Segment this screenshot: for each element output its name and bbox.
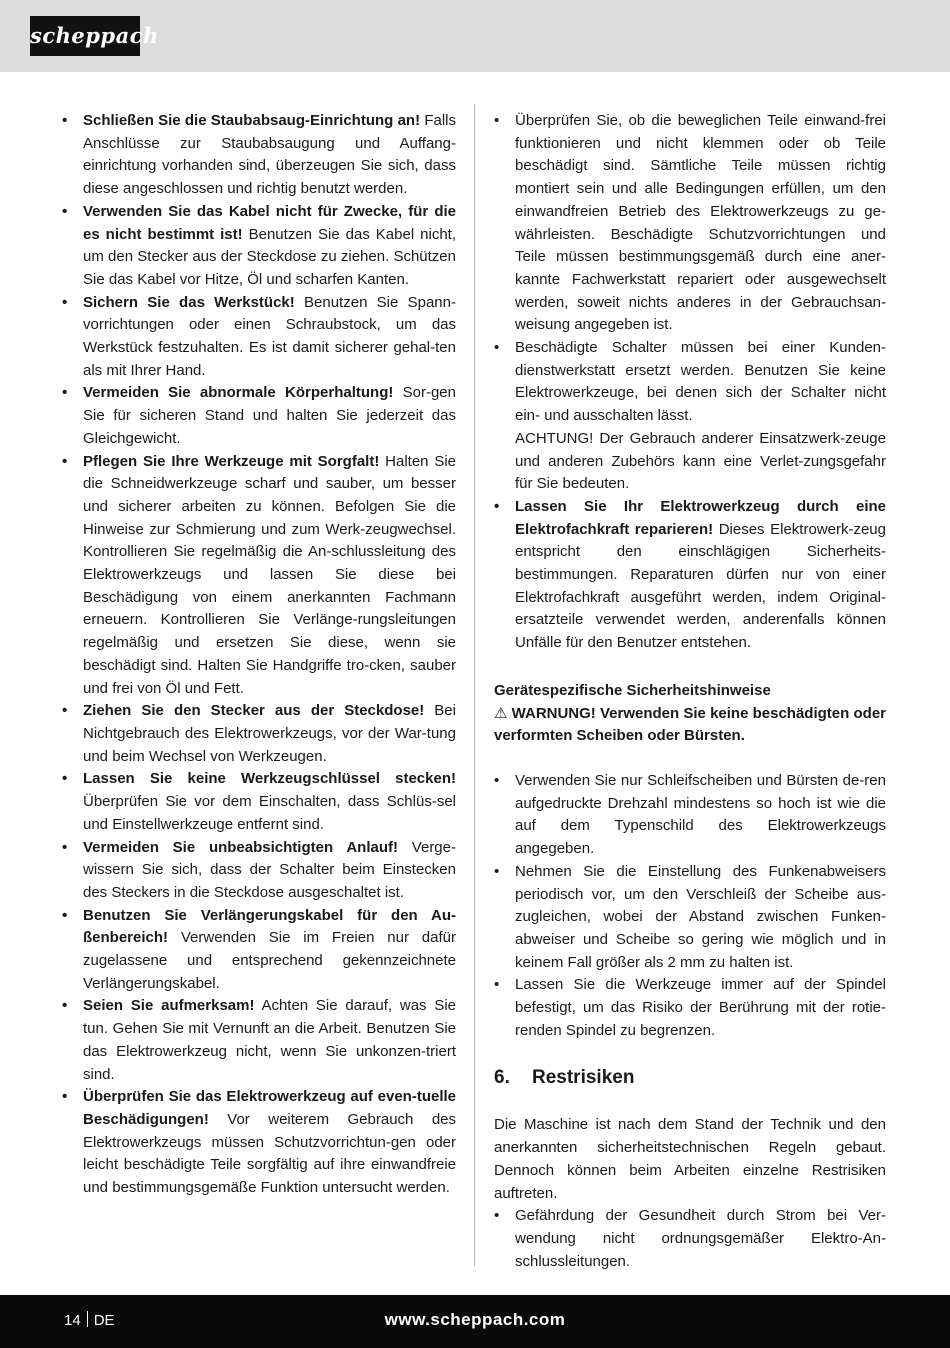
- list-item: [62, 837, 456, 905]
- item-text: Falls Anschlüsse zur Staubabsaugung und Auffang-einrichtung vorhanden sind, überzeugen Sie sich, dass diese angeschlossen und richtig benutzt werden.: [83, 112, 457, 198]
- bullet-icon: •: [62, 384, 68, 402]
- list-item: [494, 1205, 886, 1273]
- list-item: [62, 905, 456, 996]
- item-text: Überprüfen Sie vor dem Einschalten, dass Schlüs-sel und Einstellwerkzeuge entfernt sind.: [83, 793, 456, 833]
- website-link[interactable]: www.scheppach.com: [384, 1310, 566, 1329]
- left-column: [62, 110, 456, 1200]
- risk-list: [494, 1205, 886, 1273]
- language-code: DE: [93, 1312, 115, 1329]
- list-item: [62, 451, 456, 701]
- list-item: [62, 292, 456, 383]
- list-item: [62, 201, 456, 292]
- item-heading: Schließen Sie die Staubabsaug-Einrichtung an!: [83, 112, 421, 129]
- item-text: Überprüfen Sie, ob die beweglichen Teile einwand-frei funktionieren und nicht klemmen oder ob Teile beschädigt sind. Sämtliche Teile müssen richtig montiert sein und alle Bedingungen erfüllen, um den einwandfreien Betrieb des Elektrowerkzeugs zu ge-währleisten. Beschädigte Schutzvorrichtungen und Teile müssen bestimmungsgemäß durch eine aner-kannte Fachwerkstatt repariert oder ausgewechselt werden, soweit nichts anderes in der Gebrauchsan-weisung angegeben ist.: [515, 112, 886, 334]
- item-text: Bei Nichtgebrauch des Elektrowerkzeugs, vor der War-tung und beim Wechsel von Werkzeugen.: [83, 702, 456, 765]
- column-divider: [474, 104, 475, 1266]
- list-item: [62, 110, 456, 201]
- bullet-icon: •: [494, 771, 500, 789]
- right-column: [494, 110, 886, 1273]
- safety-list-right: [494, 110, 886, 655]
- chapter-number: 6.: [494, 1067, 510, 1089]
- intro-paragraph: Die Maschine ist nach dem Stand der Technik und den anerkannten sicherheitstechnischen Regeln gebaut. Dennoch können beim Arbeiten einzelne Restrisiken auftreten.: [494, 1116, 886, 1202]
- chapter-title: Restrisiken: [532, 1067, 635, 1089]
- item-heading: Vermeiden Sie unbeabsichtigten Anlauf!: [83, 838, 399, 856]
- page-number: 14: [64, 1312, 81, 1329]
- list-item: [62, 700, 456, 768]
- item-text: Gefährdung der Gesundheit durch Strom bei Ver-wendung nicht ordnungsgemäßer Elektro-An-schlussleitungen.: [515, 1207, 886, 1270]
- bullet-icon: •: [62, 1088, 68, 1106]
- list-item: [62, 382, 456, 450]
- safety-list-left: [62, 110, 456, 1200]
- bullet-icon: •: [62, 112, 68, 129]
- warning-text: ⚠ WARNUNG! Verwenden Sie keine beschädigten oder verformten Scheiben oder Bürsten.: [494, 704, 886, 745]
- device-specific-list: [494, 770, 886, 1042]
- list-item: [62, 995, 456, 1086]
- bullet-icon: •: [62, 293, 68, 311]
- list-item: [494, 110, 886, 337]
- item-text: Verge-wissern Sie sich, dass der Schalter beim Einstecken des Steckers in die Steckdose ausgeschaltet ist.: [83, 838, 456, 901]
- list-item: [494, 337, 886, 496]
- bullet-icon: •: [494, 497, 500, 515]
- bullet-icon: •: [494, 976, 500, 994]
- list-item: [494, 861, 886, 975]
- section-title: Gerätespezifische Sicherheitshinweise: [494, 681, 771, 699]
- item-heading: Lassen Sie Ihr Elektrowerkzeug durch eine Elektrofachkraft reparieren!: [515, 497, 886, 538]
- item-text: Sor-gen Sie für sicheren Stand und halten Sie jederzeit das Gleichgewicht.: [83, 384, 456, 447]
- page-footer: [0, 1295, 950, 1348]
- item-text: Benutzen Sie Spann-vorrichtungen oder einen Schraubstock, um das Werkstück festzuhalten. Es ist damit sicherer gehal-ten als mit Ihrer Hand.: [83, 293, 456, 379]
- bullet-icon: •: [62, 202, 68, 220]
- bullet-icon: •: [494, 862, 500, 880]
- bullet-icon: •: [494, 339, 500, 357]
- bullet-icon: •: [494, 1207, 500, 1225]
- bullet-icon: •: [62, 838, 68, 856]
- bullet-icon: •: [62, 452, 68, 470]
- page-header: [0, 0, 950, 72]
- list-item: [494, 770, 886, 861]
- item-heading: Benutzen Sie Verlängerungskabel für den Au-ßenbereich!: [83, 906, 456, 947]
- list-item: [494, 974, 886, 1042]
- item-heading: Pflegen Sie Ihre Werkzeuge mit Sorgfalt!: [83, 452, 380, 470]
- item-text: Vor weiterem Gebrauch des Elektrowerkzeugs müssen Schutzvorrichtun-gen oder leicht beschädigte Teile sorgfältig auf ihre einwandfreie und bestimmungsgemäße Funktion untersucht werden.: [83, 1110, 456, 1197]
- item-text: Benutzen Sie das Kabel nicht, um den Stecker aus der Steckdose zu ziehen. Schützen Sie das Kabel vor Hitze, Öl und scharfen Kanten.: [83, 225, 456, 288]
- item-text: Verwenden Sie nur Schleifscheiben und Bürsten de-ren aufgedruckte Drehzahl mindestens so hoch ist wie die auf dem Typenschild des Elektrowerkzeugs angegeben.: [515, 771, 886, 858]
- bullet-icon: •: [62, 702, 68, 720]
- item-heading: Seien Sie aufmerksam!: [83, 997, 255, 1015]
- caution-note: ACHTUNG! Der Gebrauch anderer Einsatzwerk-zeuge und anderen Zubehörs kann eine Verlet-zungsgefahr für Sie bedeuten.: [515, 429, 886, 493]
- bullet-icon: •: [62, 906, 68, 924]
- item-text: Halten Sie die Schneidwerkzeuge scharf und sauber, um besser und sicherer arbeiten zu können. Befolgen Sie die Hinweise zur Schmierung und zum Werk-zeugwechsel. Kontrollieren Sie regelmäßig die An-schlussleitung des Elektrowerkzeugs und lassen Sie diese bei Beschädigung von einem anerkannten Fachmann erneuern. Kontrollieren Sie Verlänge-rungsleitungen regelmäßig und ersetzen Sie diese, wenn sie beschädigt sind. Halten Sie Handgriffe tro-cken, sauber und frei von Öl und Fett.: [83, 452, 457, 697]
- item-heading: Überprüfen Sie das Elektrowerkzeug auf even-tuelle Beschädigungen!: [83, 1088, 456, 1128]
- list-item: [62, 768, 456, 836]
- item-text: Beschädigte Schalter müssen bei einer Kunden-dienstwerkstatt ersetzt werden. Benutzen Sie keine Elektrowerkzeuge, bei denen sich der Schalter nicht ein- und ausschalten lässt.: [515, 339, 886, 425]
- item-heading: Ziehen Sie den Stecker aus der Steckdose!: [83, 702, 425, 720]
- chapter-heading: [494, 1064, 886, 1092]
- list-item: [494, 496, 886, 655]
- item-heading: Vermeiden Sie abnormale Körperhaltung!: [83, 384, 394, 402]
- item-heading: Sichern Sie das Werkstück!: [83, 293, 295, 311]
- item-heading: Lassen Sie keine Werkzeugschlüssel stecken!: [83, 770, 456, 788]
- bullet-icon: •: [494, 112, 500, 129]
- item-text: Verwenden Sie im Freien nur dafür zugelassene und entsprechend gekennzeichnete Verlängerungskabel.: [83, 929, 456, 992]
- item-text: Lassen Sie die Werkzeuge immer auf der Spindel befestigt, um das Risiko der Berührung mit der rotie-renden Spindel zu begrenzen.: [515, 976, 886, 1039]
- item-text: Achten Sie darauf, was Sie tun. Gehen Sie mit Vernunft an die Arbeit. Benutzen Sie das Elektrowerkzeug nicht, wenn Sie unkonzen-triert sind.: [83, 997, 456, 1083]
- item-heading: Verwenden Sie das Kabel nicht für Zwecke, für die es nicht bestimmt ist!: [83, 202, 456, 243]
- item-text: Nehmen Sie die Einstellung des Funkenabweisers periodisch vor, um den Verschleiß der Scheibe aus-zugleichen, wobei der Abstand zwischen Funken-abweiser und Scheibe so gering wie möglich und in keinem Fall größer als 2 mm zu halten ist.: [515, 862, 886, 971]
- bullet-icon: •: [62, 770, 68, 788]
- scheppach-logo: scheppach: [30, 16, 140, 56]
- item-text: Dieses Elektrowerk-zeug entspricht den einschlägigen Sicherheits-bestimmungen. Reparaturen dürfen nur von einer Elektrofachkraft ausgeführt werden, indem Original-ersatzteile verwendet werden, anderenfalls können Unfälle für den Benutzer entstehen.: [515, 520, 886, 652]
- list-item: [62, 1086, 456, 1200]
- bullet-icon: •: [62, 997, 68, 1015]
